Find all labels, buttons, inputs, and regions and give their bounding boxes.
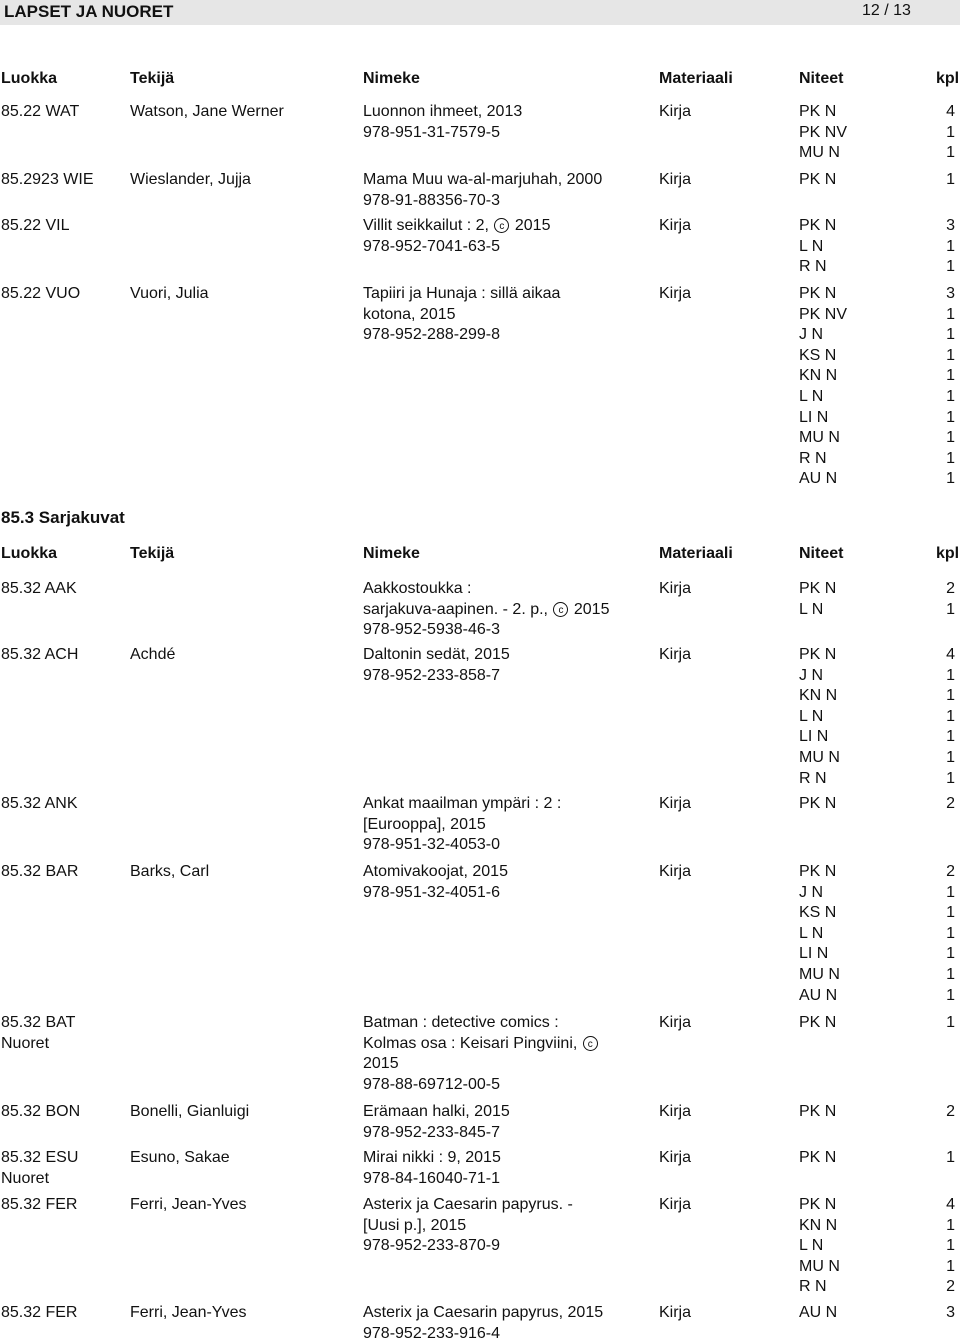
nimeke-line: 978-952-288-299-8 [363, 326, 500, 344]
nimeke-line: kotona, 2015 [363, 305, 456, 323]
nimeke-line: Aakkostoukka : [363, 580, 472, 597]
entry-tekija: Wieslander, Jujja [130, 171, 251, 188]
col-kpl: kpl [936, 545, 960, 562]
nitee-line: R N [799, 769, 827, 787]
entry-nimeke [363, 794, 561, 856]
nimeke-line: [Uusi p.], 2015 [363, 1216, 467, 1234]
kpl-line: 2 [946, 580, 955, 597]
entry-kpl [920, 1195, 955, 1298]
entry-kpl [920, 216, 955, 278]
kpl-line: 1 [946, 1237, 955, 1255]
nitee-line: PK N [799, 285, 837, 302]
nimeke-line: Luonnon ihmeet, 2013 [363, 103, 523, 120]
nimeke-line: 978-952-233-870-9 [363, 1237, 500, 1255]
kpl-line: 4 [946, 103, 955, 120]
copyright-icon: c [553, 602, 568, 617]
nitee-line: L N [799, 707, 824, 725]
nitee-line: PK N [799, 1149, 837, 1166]
nimeke-line: Kolmas osa : Keisari Pingviini, c [363, 1034, 599, 1055]
nimeke-line: Erämaan halki, 2015 [363, 1103, 510, 1120]
kpl-line: 3 [946, 217, 955, 234]
luokka-line: 85.32 BAR [1, 863, 79, 880]
nitee-line: R N [799, 1278, 827, 1296]
kpl-line: 1 [946, 945, 955, 963]
col-nimeke: Nimeke [363, 70, 420, 87]
nimeke-line: Mirai nikki : 9, 2015 [363, 1149, 501, 1166]
nimeke-line: Ankat maailman ympäri : 2 : [363, 795, 562, 812]
kpl-line: 1 [946, 346, 955, 364]
entry-nimeke [363, 862, 508, 903]
entry-materiaali: Kirja [659, 1149, 692, 1166]
col-luokka: Luokka [1, 70, 58, 87]
nitee-line: J N [799, 326, 823, 344]
kpl-line: 1 [946, 144, 955, 162]
nitee-line: PK N [799, 580, 837, 597]
entry-luokka [1, 862, 78, 883]
entry-tekija: Esuno, Sakae [130, 1149, 230, 1166]
entry-luokka [1, 102, 79, 123]
nitee-line: MU N [799, 965, 840, 983]
kpl-line: 2 [946, 1103, 955, 1120]
nimeke-line: 978-952-233-858-7 [363, 666, 500, 684]
entry-luokka [1, 1148, 78, 1189]
nitee-line: PK N [799, 1103, 837, 1120]
luokka-line: 85.32 ANK [1, 795, 78, 812]
entry-materiaali: Kirja [659, 863, 692, 880]
col-kpl: kpl [936, 70, 960, 87]
kpl-line: 1 [946, 123, 955, 141]
entry-materiaali: Kirja [659, 646, 692, 663]
nitee-line: PK N [799, 1014, 837, 1031]
entry-luokka [1, 216, 70, 237]
entry-nimeke [363, 579, 609, 641]
entry-materiaali: Kirja [659, 1103, 692, 1120]
nitee-line: PK N [799, 795, 837, 812]
entry-nimeke [363, 1303, 603, 1344]
page-total: 13 [893, 2, 911, 19]
entry-kpl [920, 1303, 955, 1324]
kpl-line: 1 [946, 258, 955, 276]
nitee-line: PK NV [799, 305, 848, 323]
entry-niteet [799, 579, 836, 620]
nitee-line: L N [799, 237, 824, 255]
entry-luokka [1, 579, 77, 600]
nimeke-line: Atomivakoojat, 2015 [363, 863, 508, 880]
nitee-line: LI N [799, 408, 829, 426]
entry-kpl [920, 862, 955, 1006]
entry-tekija: Watson, Jane Werner [130, 103, 284, 120]
entry-niteet [799, 1102, 836, 1123]
nitee-line: J N [799, 666, 823, 684]
nitee-line: L N [799, 600, 824, 618]
nitee-line: MU N [799, 1257, 840, 1275]
col-niteet: Niteet [799, 70, 844, 87]
kpl-line: 4 [946, 646, 955, 663]
nitee-line: MU N [799, 748, 840, 766]
report-header-bar [0, 0, 960, 25]
nimeke-line: 978-952-7041-63-5 [363, 237, 500, 255]
col-tekija: Tekijä [130, 545, 175, 562]
nitee-line: LI N [799, 945, 829, 963]
kpl-line: 2 [946, 795, 955, 812]
nimeke-line: 978-84-16040-71-1 [363, 1169, 500, 1187]
entry-materiaali: Kirja [659, 795, 692, 812]
entry-kpl [920, 170, 955, 191]
luokka-line: 85.22 VUO [1, 285, 81, 302]
kpl-line: 1 [946, 769, 955, 787]
kpl-line: 1 [946, 1149, 955, 1166]
entry-niteet [799, 1195, 840, 1298]
entry-materiaali: Kirja [659, 217, 692, 234]
luokka-line: 85.32 AAK [1, 580, 77, 597]
entry-niteet [799, 170, 836, 191]
col-luokka: Luokka [1, 545, 58, 562]
col-materiaali: Materiaali [659, 545, 733, 562]
page-current: 12 [862, 2, 880, 19]
entry-luokka [1, 1303, 77, 1324]
entry-niteet [799, 862, 840, 1006]
entry-kpl [920, 1102, 955, 1123]
entry-nimeke [363, 170, 602, 211]
entry-kpl [920, 645, 955, 789]
entry-materiaali: Kirja [659, 103, 692, 120]
entry-tekija: Barks, Carl [130, 863, 210, 880]
kpl-line: 1 [946, 687, 955, 705]
nimeke-line: 978-952-233-916-4 [363, 1324, 500, 1342]
nitee-line: R N [799, 449, 827, 467]
nitee-line: KS N [799, 904, 837, 922]
entry-materiaali: Kirja [659, 171, 692, 188]
entry-niteet [799, 794, 836, 815]
entry-materiaali: Kirja [659, 1196, 692, 1213]
nitee-line: MU N [799, 144, 840, 162]
kpl-line: 1 [946, 748, 955, 766]
kpl-line: 1 [946, 449, 955, 467]
luokka-line: 85.32 FER [1, 1196, 78, 1213]
entry-nimeke [363, 1013, 599, 1095]
entry-niteet [799, 645, 840, 789]
nimeke-line: 978-952-233-845-7 [363, 1123, 500, 1141]
nimeke-line: Asterix ja Caesarin papyrus, 2015 [363, 1304, 604, 1321]
nimeke-line: 978-951-31-7579-5 [363, 123, 500, 141]
kpl-line: 1 [946, 1014, 955, 1031]
col-materiaali: Materiaali [659, 70, 733, 87]
kpl-line: 1 [946, 600, 955, 618]
section-title: 85.3 Sarjakuvat [1, 508, 125, 527]
entry-kpl [920, 579, 955, 620]
report-title: LAPSET JA NUORET [4, 2, 174, 21]
nitee-line: PK N [799, 646, 837, 663]
nitee-line: AU N [799, 1304, 838, 1321]
luokka-line: 85.22 VIL [1, 217, 70, 234]
nimeke-line: Batman : detective comics : [363, 1014, 559, 1031]
kpl-line: 1 [946, 707, 955, 725]
copyright-icon: c [583, 1036, 598, 1051]
kpl-line: 1 [946, 883, 955, 901]
kpl-line: 1 [946, 728, 955, 746]
kpl-line: 1 [946, 429, 955, 447]
nitee-line: LI N [799, 728, 829, 746]
kpl-line: 1 [946, 367, 955, 385]
entry-kpl [920, 284, 955, 490]
copyright-icon: c [494, 218, 509, 233]
entry-niteet [799, 1303, 837, 1324]
nimeke-line: 978-88-69712-00-5 [363, 1075, 500, 1093]
luokka-line: 85.22 WAT [1, 103, 80, 120]
kpl-line: 3 [946, 1304, 955, 1321]
luokka-line: 85.32 ACH [1, 646, 79, 663]
luokka-line: 85.32 BAT [1, 1014, 76, 1031]
kpl-line: 1 [946, 904, 955, 922]
entry-nimeke [363, 1148, 501, 1189]
entry-luokka [1, 1195, 77, 1216]
nimeke-line: Daltonin sedät, 2015 [363, 646, 510, 663]
entry-materiaali: Kirja [659, 580, 692, 597]
kpl-line: 1 [946, 1257, 955, 1275]
nitee-line: KN N [799, 367, 838, 385]
nitee-line: KN N [799, 687, 838, 705]
entry-materiaali: Kirja [659, 285, 692, 302]
kpl-line: 1 [946, 305, 955, 323]
entry-kpl [920, 1148, 955, 1169]
nimeke-line: 978-951-32-4051-6 [363, 883, 500, 901]
nimeke-line: 978-951-32-4053-0 [363, 836, 500, 854]
entry-tekija: Ferri, Jean-Yves [130, 1196, 247, 1213]
col-niteet: Niteet [799, 545, 844, 562]
nitee-line: L N [799, 924, 824, 942]
nitee-line: MU N [799, 429, 840, 447]
kpl-line: 1 [946, 666, 955, 684]
kpl-line: 1 [946, 924, 955, 942]
nimeke-line: [Eurooppa], 2015 [363, 815, 486, 833]
entry-tekija: Ferri, Jean-Yves [130, 1304, 247, 1321]
column-header-2 [0, 545, 960, 565]
kpl-line: 1 [946, 470, 955, 488]
entry-nimeke [363, 284, 560, 346]
col-nimeke: Nimeke [363, 545, 420, 562]
nimeke-line: 2015 [363, 1055, 399, 1073]
nimeke-line: 978-952-5938-46-3 [363, 621, 500, 639]
entry-nimeke [363, 1195, 573, 1257]
kpl-line: 1 [946, 965, 955, 983]
entry-niteet [799, 1148, 836, 1169]
luokka-line: Nuoret [1, 1034, 50, 1052]
nitee-line: PK N [799, 103, 837, 120]
entry-tekija: Achdé [130, 646, 176, 663]
page-separator: / [884, 2, 889, 19]
entry-luokka [1, 645, 78, 666]
kpl-line: 1 [946, 237, 955, 255]
entry-luokka [1, 284, 80, 305]
kpl-line: 4 [946, 1196, 955, 1213]
entry-nimeke [363, 102, 522, 143]
kpl-line: 2 [946, 863, 955, 880]
luokka-line: 85.2923 WIE [1, 171, 94, 188]
kpl-line: 1 [946, 326, 955, 344]
nitee-line: PK N [799, 1196, 837, 1213]
nitee-line: AU N [799, 470, 838, 488]
entry-materiaali: Kirja [659, 1304, 692, 1321]
nitee-line: KS N [799, 346, 837, 364]
entry-luokka [1, 1013, 75, 1054]
entry-niteet [799, 102, 847, 164]
nitee-line: KN N [799, 1216, 838, 1234]
kpl-line: 1 [946, 408, 955, 426]
nimeke-line: Villit seikkailut : 2, c 2015 [363, 217, 551, 234]
col-tekija: Tekijä [130, 70, 175, 87]
kpl-line: 1 [946, 986, 955, 1004]
nitee-line: PK N [799, 217, 837, 234]
luokka-line: 85.32 FER [1, 1304, 78, 1321]
luokka-line: 85.32 ESU [1, 1149, 79, 1166]
entry-tekija: Vuori, Julia [130, 285, 209, 302]
nimeke-line: sarjakuva-aapinen. - 2. p., c 2015 [363, 600, 610, 618]
entry-luokka [1, 170, 94, 191]
entry-luokka [1, 1102, 80, 1123]
nitee-line: AU N [799, 986, 838, 1004]
kpl-line: 2 [946, 1278, 955, 1296]
entry-nimeke [363, 645, 510, 686]
entry-niteet [799, 1013, 836, 1034]
entry-kpl [920, 102, 955, 164]
nimeke-line: Tapiiri ja Hunaja : sillä aikaa [363, 285, 561, 302]
nitee-line: PK N [799, 171, 837, 188]
luokka-line: 85.32 BON [1, 1103, 81, 1120]
entry-nimeke [363, 1102, 510, 1143]
page-number [862, 2, 911, 20]
entry-kpl [920, 794, 955, 815]
entry-niteet [799, 216, 836, 278]
nitee-line: L N [799, 387, 824, 405]
nitee-line: PK N [799, 863, 837, 880]
entry-nimeke [363, 216, 550, 257]
entry-niteet [799, 284, 847, 490]
column-header-1 [0, 70, 960, 90]
kpl-line: 1 [946, 1216, 955, 1234]
entry-materiaali: Kirja [659, 1014, 692, 1031]
nimeke-line: Asterix ja Caesarin papyrus. - [363, 1196, 573, 1213]
nitee-line: R N [799, 258, 827, 276]
luokka-line: Nuoret [1, 1169, 50, 1187]
nimeke-line: 978-91-88356-70-3 [363, 191, 500, 209]
kpl-line: 3 [946, 285, 955, 302]
nimeke-line: Mama Muu wa-al-marjuhah, 2000 [363, 171, 603, 188]
entry-tekija: Bonelli, Gianluigi [130, 1103, 250, 1120]
kpl-line: 1 [946, 171, 955, 188]
nitee-line: PK NV [799, 123, 848, 141]
kpl-line: 1 [946, 387, 955, 405]
entry-kpl [920, 1013, 955, 1034]
entry-luokka [1, 794, 78, 815]
nitee-line: J N [799, 883, 823, 901]
nitee-line: L N [799, 1237, 824, 1255]
